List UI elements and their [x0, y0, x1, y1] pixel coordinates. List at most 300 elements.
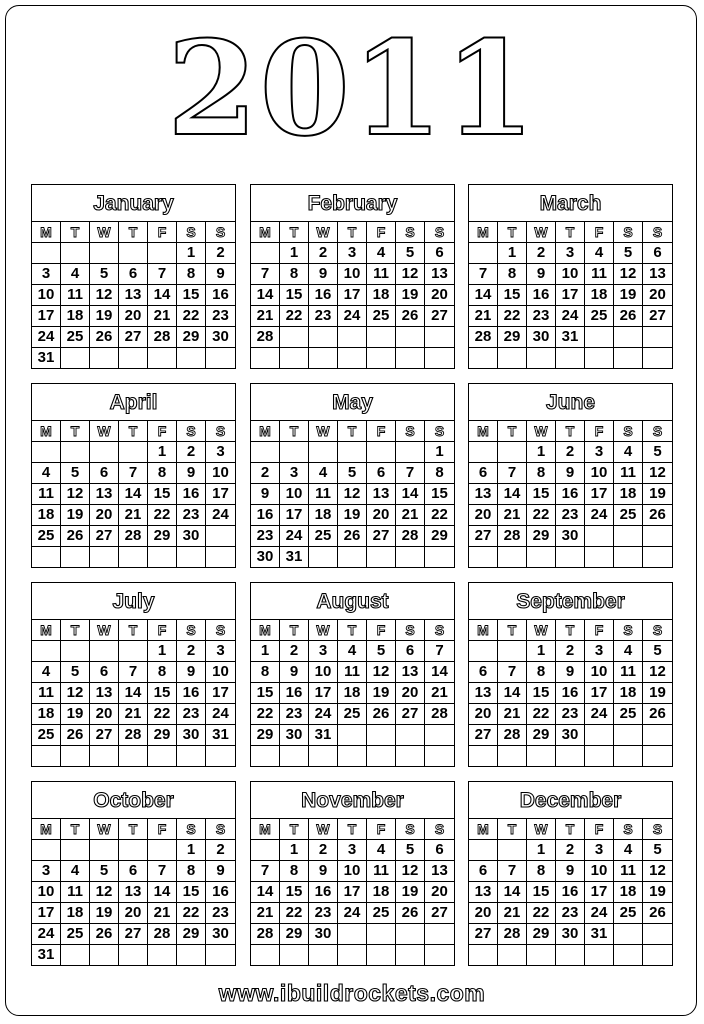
- day-cell: 1: [177, 840, 206, 861]
- day-cell: 29: [425, 526, 454, 547]
- weekday-header: S: [177, 819, 206, 840]
- day-cell: 9: [556, 463, 585, 484]
- month-april: [31, 383, 236, 568]
- day-grid: [251, 620, 454, 767]
- empty-cell: [61, 547, 90, 568]
- empty-cell: [643, 327, 672, 348]
- day-cell: 28: [396, 526, 425, 547]
- day-cell: 2: [177, 442, 206, 463]
- day-cell: 12: [90, 882, 119, 903]
- day-grid: [469, 819, 672, 966]
- day-cell: 16: [251, 505, 280, 526]
- empty-cell: [338, 348, 367, 369]
- empty-cell: [119, 348, 148, 369]
- day-cell: 14: [251, 285, 280, 306]
- empty-cell: [469, 348, 498, 369]
- day-cell: 11: [32, 683, 61, 704]
- day-cell: 25: [367, 903, 396, 924]
- empty-cell: [148, 547, 177, 568]
- day-cell: 26: [90, 924, 119, 945]
- day-cell: 13: [90, 683, 119, 704]
- day-cell: 8: [527, 662, 556, 683]
- day-cell: 30: [280, 725, 309, 746]
- day-cell: 5: [61, 662, 90, 683]
- empty-cell: [585, 945, 614, 966]
- day-cell: 21: [498, 505, 527, 526]
- empty-cell: [61, 641, 90, 662]
- day-cell: 12: [338, 484, 367, 505]
- empty-cell: [309, 746, 338, 767]
- day-cell: 5: [614, 243, 643, 264]
- day-cell: 11: [367, 861, 396, 882]
- day-grid: [32, 620, 235, 767]
- empty-cell: [643, 348, 672, 369]
- day-cell: 26: [338, 526, 367, 547]
- empty-cell: [367, 924, 396, 945]
- day-cell: 6: [469, 463, 498, 484]
- day-cell: 17: [206, 683, 235, 704]
- day-cell: 23: [309, 903, 338, 924]
- empty-cell: [206, 348, 235, 369]
- day-cell: 21: [119, 704, 148, 725]
- day-grid: [469, 222, 672, 369]
- empty-cell: [177, 945, 206, 966]
- month-name: March: [469, 185, 672, 222]
- day-cell: 23: [206, 306, 235, 327]
- weekday-header: F: [367, 620, 396, 641]
- day-cell: 22: [280, 903, 309, 924]
- day-cell: 25: [338, 704, 367, 725]
- day-cell: 21: [251, 903, 280, 924]
- empty-cell: [614, 526, 643, 547]
- day-cell: 20: [90, 704, 119, 725]
- day-cell: 28: [251, 924, 280, 945]
- empty-cell: [498, 348, 527, 369]
- day-cell: 21: [251, 306, 280, 327]
- day-cell: 6: [643, 243, 672, 264]
- day-cell: 24: [206, 704, 235, 725]
- weekday-header: T: [498, 620, 527, 641]
- day-cell: 28: [469, 327, 498, 348]
- day-cell: 4: [614, 641, 643, 662]
- day-cell: 10: [585, 463, 614, 484]
- day-cell: 12: [643, 861, 672, 882]
- day-cell: 26: [367, 704, 396, 725]
- day-cell: 16: [309, 285, 338, 306]
- empty-cell: [309, 327, 338, 348]
- day-cell: 3: [280, 463, 309, 484]
- weekday-header: T: [498, 421, 527, 442]
- day-cell: 13: [119, 882, 148, 903]
- weekday-header: M: [469, 620, 498, 641]
- day-cell: 30: [556, 725, 585, 746]
- day-cell: 15: [148, 484, 177, 505]
- day-cell: 31: [309, 725, 338, 746]
- day-cell: 24: [585, 903, 614, 924]
- empty-cell: [425, 746, 454, 767]
- day-cell: 9: [251, 484, 280, 505]
- empty-cell: [643, 924, 672, 945]
- month-october: [31, 781, 236, 966]
- day-cell: 20: [90, 505, 119, 526]
- empty-cell: [367, 327, 396, 348]
- empty-cell: [90, 746, 119, 767]
- empty-cell: [396, 547, 425, 568]
- day-cell: 30: [556, 924, 585, 945]
- empty-cell: [177, 746, 206, 767]
- empty-cell: [556, 547, 585, 568]
- day-cell: 27: [90, 725, 119, 746]
- day-cell: 16: [177, 683, 206, 704]
- day-cell: 15: [527, 882, 556, 903]
- day-cell: 28: [119, 526, 148, 547]
- day-cell: 15: [148, 683, 177, 704]
- weekday-header: M: [469, 819, 498, 840]
- empty-cell: [119, 746, 148, 767]
- day-cell: 10: [32, 285, 61, 306]
- weekday-header: T: [119, 620, 148, 641]
- empty-cell: [119, 243, 148, 264]
- weekday-header: F: [367, 222, 396, 243]
- weekday-header: M: [251, 222, 280, 243]
- day-cell: 6: [90, 662, 119, 683]
- weekday-header: S: [396, 620, 425, 641]
- day-cell: 9: [309, 861, 338, 882]
- day-cell: 25: [61, 924, 90, 945]
- day-cell: 9: [556, 662, 585, 683]
- day-cell: 24: [32, 327, 61, 348]
- day-cell: 27: [425, 306, 454, 327]
- empty-cell: [367, 725, 396, 746]
- day-cell: 22: [527, 505, 556, 526]
- empty-cell: [90, 840, 119, 861]
- empty-cell: [280, 945, 309, 966]
- weekday-header: T: [61, 421, 90, 442]
- day-cell: 6: [425, 243, 454, 264]
- empty-cell: [280, 442, 309, 463]
- day-cell: 25: [614, 505, 643, 526]
- empty-cell: [585, 526, 614, 547]
- weekday-header: T: [338, 222, 367, 243]
- empty-cell: [643, 526, 672, 547]
- weekday-header: M: [469, 421, 498, 442]
- day-cell: 26: [61, 725, 90, 746]
- empty-cell: [396, 327, 425, 348]
- day-cell: 3: [556, 243, 585, 264]
- weekday-header: S: [425, 421, 454, 442]
- day-cell: 31: [206, 725, 235, 746]
- day-cell: 8: [177, 861, 206, 882]
- empty-cell: [251, 746, 280, 767]
- month-november: [250, 781, 455, 966]
- empty-cell: [367, 442, 396, 463]
- day-cell: 21: [498, 704, 527, 725]
- day-cell: 13: [90, 484, 119, 505]
- day-cell: 22: [251, 704, 280, 725]
- empty-cell: [61, 945, 90, 966]
- day-cell: 11: [61, 882, 90, 903]
- day-cell: 28: [251, 327, 280, 348]
- day-cell: 29: [498, 327, 527, 348]
- empty-cell: [90, 945, 119, 966]
- weekday-header: W: [90, 620, 119, 641]
- day-cell: 3: [338, 243, 367, 264]
- weekday-header: T: [61, 222, 90, 243]
- day-cell: 27: [90, 526, 119, 547]
- day-cell: 24: [338, 903, 367, 924]
- day-cell: 1: [148, 641, 177, 662]
- day-cell: 17: [585, 683, 614, 704]
- empty-cell: [367, 746, 396, 767]
- empty-cell: [90, 348, 119, 369]
- empty-cell: [338, 945, 367, 966]
- weekday-header: T: [556, 222, 585, 243]
- day-cell: 17: [32, 306, 61, 327]
- empty-cell: [367, 547, 396, 568]
- day-cell: 29: [148, 725, 177, 746]
- weekday-header: S: [614, 819, 643, 840]
- day-cell: 8: [527, 463, 556, 484]
- day-cell: 9: [280, 662, 309, 683]
- empty-cell: [251, 348, 280, 369]
- empty-cell: [614, 746, 643, 767]
- day-cell: 13: [425, 264, 454, 285]
- day-cell: 14: [469, 285, 498, 306]
- day-cell: 15: [177, 285, 206, 306]
- weekday-header: T: [498, 222, 527, 243]
- day-cell: 25: [585, 306, 614, 327]
- day-cell: 24: [280, 526, 309, 547]
- weekday-header: M: [32, 222, 61, 243]
- day-cell: 7: [148, 861, 177, 882]
- empty-cell: [498, 945, 527, 966]
- empty-cell: [614, 327, 643, 348]
- day-cell: 7: [498, 463, 527, 484]
- day-cell: 12: [396, 264, 425, 285]
- empty-cell: [61, 243, 90, 264]
- day-cell: 3: [206, 442, 235, 463]
- empty-cell: [148, 746, 177, 767]
- weekday-header: S: [206, 620, 235, 641]
- empty-cell: [425, 945, 454, 966]
- day-cell: 27: [643, 306, 672, 327]
- empty-cell: [425, 924, 454, 945]
- day-cell: 29: [251, 725, 280, 746]
- day-cell: 12: [61, 484, 90, 505]
- day-cell: 5: [643, 442, 672, 463]
- day-cell: 19: [396, 285, 425, 306]
- weekday-header: F: [148, 222, 177, 243]
- empty-cell: [90, 641, 119, 662]
- month-name: April: [32, 384, 235, 421]
- day-cell: 19: [90, 903, 119, 924]
- empty-cell: [251, 442, 280, 463]
- day-cell: 8: [280, 861, 309, 882]
- day-cell: 8: [425, 463, 454, 484]
- empty-cell: [643, 746, 672, 767]
- empty-cell: [585, 725, 614, 746]
- day-cell: 19: [338, 505, 367, 526]
- day-cell: 1: [498, 243, 527, 264]
- day-cell: 27: [396, 704, 425, 725]
- day-cell: 10: [280, 484, 309, 505]
- day-cell: 10: [338, 264, 367, 285]
- month-name: January: [32, 185, 235, 222]
- weekday-header: S: [177, 421, 206, 442]
- empty-cell: [498, 442, 527, 463]
- day-cell: 23: [177, 704, 206, 725]
- empty-cell: [61, 348, 90, 369]
- empty-cell: [614, 725, 643, 746]
- day-cell: 4: [367, 840, 396, 861]
- day-cell: 27: [119, 327, 148, 348]
- empty-cell: [32, 746, 61, 767]
- day-cell: 6: [396, 641, 425, 662]
- day-cell: 28: [498, 526, 527, 547]
- empty-cell: [527, 945, 556, 966]
- empty-cell: [148, 840, 177, 861]
- day-cell: 26: [396, 903, 425, 924]
- day-cell: 6: [119, 264, 148, 285]
- day-cell: 8: [280, 264, 309, 285]
- day-cell: 24: [206, 505, 235, 526]
- day-cell: 7: [498, 662, 527, 683]
- day-cell: 18: [614, 683, 643, 704]
- day-cell: 31: [32, 945, 61, 966]
- weekday-header: F: [585, 819, 614, 840]
- day-cell: 9: [309, 264, 338, 285]
- empty-cell: [61, 840, 90, 861]
- empty-cell: [251, 840, 280, 861]
- day-cell: 23: [280, 704, 309, 725]
- day-cell: 5: [396, 243, 425, 264]
- day-grid: [469, 620, 672, 767]
- day-cell: 12: [643, 463, 672, 484]
- day-cell: 3: [338, 840, 367, 861]
- day-cell: 18: [367, 285, 396, 306]
- day-cell: 20: [425, 882, 454, 903]
- weekday-header: W: [527, 819, 556, 840]
- weekday-header: T: [280, 620, 309, 641]
- day-cell: 3: [309, 641, 338, 662]
- day-cell: 19: [61, 505, 90, 526]
- weekday-header: T: [61, 819, 90, 840]
- website-link[interactable]: www.ibuildrockets.com: [218, 980, 486, 1006]
- day-cell: 18: [614, 882, 643, 903]
- day-cell: 1: [527, 840, 556, 861]
- day-cell: 12: [643, 662, 672, 683]
- day-cell: 14: [498, 683, 527, 704]
- weekday-header: T: [280, 819, 309, 840]
- day-cell: 20: [119, 306, 148, 327]
- day-cell: 26: [614, 306, 643, 327]
- day-cell: 18: [32, 704, 61, 725]
- day-cell: 19: [643, 484, 672, 505]
- empty-cell: [585, 348, 614, 369]
- day-cell: 16: [556, 683, 585, 704]
- day-cell: 2: [206, 243, 235, 264]
- day-cell: 31: [280, 547, 309, 568]
- empty-cell: [396, 746, 425, 767]
- weekday-header: F: [148, 620, 177, 641]
- day-cell: 26: [643, 505, 672, 526]
- empty-cell: [32, 547, 61, 568]
- day-cell: 13: [425, 861, 454, 882]
- day-cell: 9: [206, 264, 235, 285]
- empty-cell: [396, 945, 425, 966]
- month-name: May: [251, 384, 454, 421]
- weekday-header: M: [32, 620, 61, 641]
- day-cell: 17: [556, 285, 585, 306]
- empty-cell: [396, 442, 425, 463]
- day-cell: 12: [61, 683, 90, 704]
- day-cell: 14: [498, 882, 527, 903]
- empty-cell: [90, 547, 119, 568]
- empty-cell: [643, 725, 672, 746]
- weekday-header: T: [338, 421, 367, 442]
- day-cell: 30: [251, 547, 280, 568]
- day-cell: 11: [338, 662, 367, 683]
- empty-cell: [119, 840, 148, 861]
- day-cell: 10: [206, 463, 235, 484]
- month-name: August: [251, 583, 454, 620]
- day-cell: 6: [425, 840, 454, 861]
- day-cell: 28: [498, 924, 527, 945]
- day-cell: 6: [119, 861, 148, 882]
- day-cell: 27: [119, 924, 148, 945]
- weekday-header: F: [148, 819, 177, 840]
- day-cell: 16: [280, 683, 309, 704]
- empty-cell: [90, 243, 119, 264]
- empty-cell: [177, 348, 206, 369]
- day-cell: 14: [119, 683, 148, 704]
- month-name: June: [469, 384, 672, 421]
- day-grid: [251, 819, 454, 966]
- empty-cell: [367, 348, 396, 369]
- weekday-header: S: [206, 819, 235, 840]
- weekday-header: W: [527, 620, 556, 641]
- day-cell: 19: [643, 882, 672, 903]
- month-february: [250, 184, 455, 369]
- day-cell: 26: [643, 704, 672, 725]
- empty-cell: [206, 945, 235, 966]
- day-cell: 4: [309, 463, 338, 484]
- empty-cell: [338, 924, 367, 945]
- empty-cell: [148, 348, 177, 369]
- day-cell: 27: [367, 526, 396, 547]
- day-cell: 4: [367, 243, 396, 264]
- day-cell: 11: [367, 264, 396, 285]
- day-cell: 1: [527, 641, 556, 662]
- day-cell: 22: [498, 306, 527, 327]
- day-cell: 23: [556, 505, 585, 526]
- day-cell: 25: [61, 327, 90, 348]
- weekday-header: M: [251, 819, 280, 840]
- weekday-header: T: [338, 819, 367, 840]
- day-cell: 7: [251, 861, 280, 882]
- day-cell: 5: [396, 840, 425, 861]
- empty-cell: [61, 746, 90, 767]
- day-cell: 15: [527, 683, 556, 704]
- empty-cell: [119, 945, 148, 966]
- day-cell: 2: [177, 641, 206, 662]
- day-cell: 11: [309, 484, 338, 505]
- weekday-header: T: [119, 819, 148, 840]
- day-cell: 21: [498, 903, 527, 924]
- day-cell: 24: [585, 505, 614, 526]
- weekday-header: T: [280, 222, 309, 243]
- day-cell: 16: [206, 285, 235, 306]
